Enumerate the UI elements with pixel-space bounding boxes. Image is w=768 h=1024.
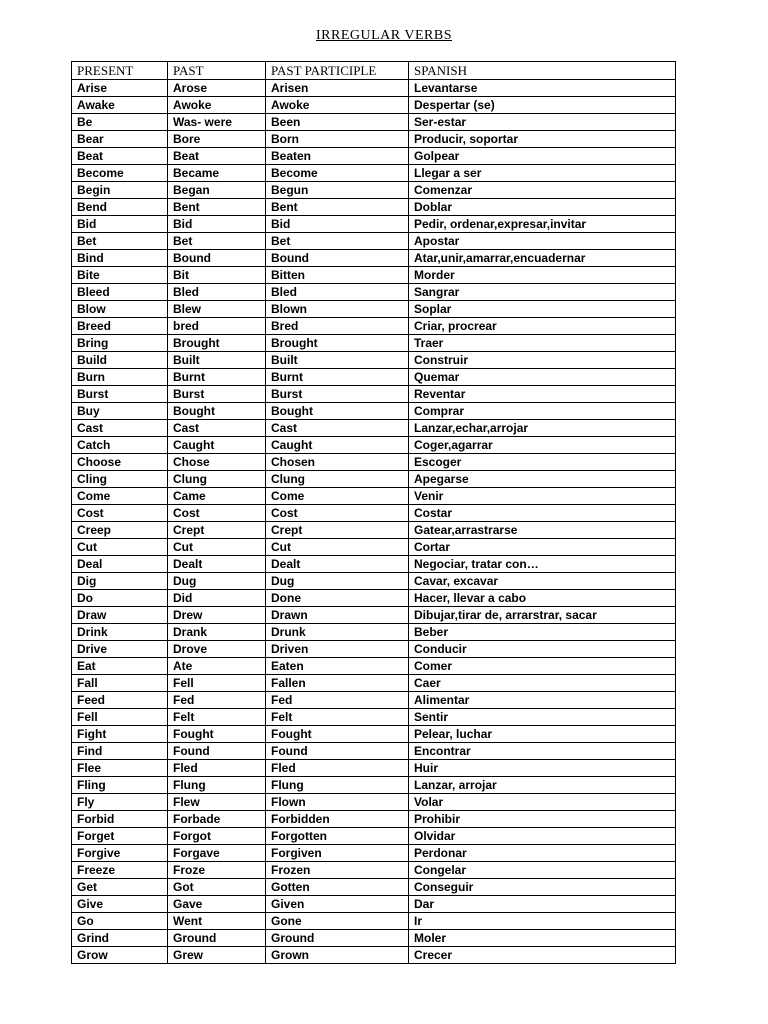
cell-present: Bite — [72, 267, 168, 284]
cell-present: Do — [72, 590, 168, 607]
cell-past-participle: Cut — [266, 539, 409, 556]
cell-past-participle: Bred — [266, 318, 409, 335]
cell-spanish: Sangrar — [409, 284, 676, 301]
cell-present: Bid — [72, 216, 168, 233]
cell-spanish: Cavar, excavar — [409, 573, 676, 590]
cell-present: Draw — [72, 607, 168, 624]
cell-spanish: Ir — [409, 913, 676, 930]
cell-past: Dealt — [168, 556, 266, 573]
cell-present: Bring — [72, 335, 168, 352]
cell-spanish: Ser-estar — [409, 114, 676, 131]
cell-past: Did — [168, 590, 266, 607]
cell-past-participle: Cast — [266, 420, 409, 437]
cell-past: Flew — [168, 794, 266, 811]
cell-past: Beat — [168, 148, 266, 165]
cell-spanish: Comenzar — [409, 182, 676, 199]
cell-past-participle: Fled — [266, 760, 409, 777]
cell-past: Fought — [168, 726, 266, 743]
cell-spanish: Reventar — [409, 386, 676, 403]
irregular-verbs-table — [71, 61, 676, 964]
cell-present: Drink — [72, 624, 168, 641]
cell-spanish: Huir — [409, 760, 676, 777]
cell-present: Eat — [72, 658, 168, 675]
cell-past: Fell — [168, 675, 266, 692]
cell-spanish: Congelar — [409, 862, 676, 879]
table-row — [72, 114, 676, 131]
cell-past: Cost — [168, 505, 266, 522]
table-row — [72, 471, 676, 488]
cell-past-participle: Awoke — [266, 97, 409, 114]
cell-spanish: Beber — [409, 624, 676, 641]
table-row — [72, 743, 676, 760]
cell-past-participle: Caught — [266, 437, 409, 454]
cell-spanish: Lanzar, arrojar — [409, 777, 676, 794]
cell-present: Bleed — [72, 284, 168, 301]
cell-present: Feed — [72, 692, 168, 709]
cell-spanish: Soplar — [409, 301, 676, 318]
table-row — [72, 607, 676, 624]
table-row — [72, 165, 676, 182]
cell-present: Give — [72, 896, 168, 913]
cell-spanish: Criar, procrear — [409, 318, 676, 335]
cell-past-participle: Drawn — [266, 607, 409, 624]
cell-present: Find — [72, 743, 168, 760]
cell-spanish: Pelear, luchar — [409, 726, 676, 743]
table-row — [72, 216, 676, 233]
cell-spanish: Morder — [409, 267, 676, 284]
cell-past: Burst — [168, 386, 266, 403]
cell-spanish: Doblar — [409, 199, 676, 216]
cell-spanish: Hacer, llevar a cabo — [409, 590, 676, 607]
cell-spanish: Apegarse — [409, 471, 676, 488]
table-row — [72, 845, 676, 862]
cell-past-participle: Forgotten — [266, 828, 409, 845]
cell-present: Buy — [72, 403, 168, 420]
table-row — [72, 488, 676, 505]
cell-present: Beat — [72, 148, 168, 165]
cell-past: Bent — [168, 199, 266, 216]
cell-present: Grind — [72, 930, 168, 947]
table-row — [72, 454, 676, 471]
cell-present: Forget — [72, 828, 168, 845]
cell-past-participle: Bitten — [266, 267, 409, 284]
table-body — [72, 80, 676, 964]
cell-spanish: Alimentar — [409, 692, 676, 709]
cell-present: Grow — [72, 947, 168, 964]
cell-past-participle: Dug — [266, 573, 409, 590]
table-row — [72, 386, 676, 403]
cell-present: Begin — [72, 182, 168, 199]
header-past: PAST — [168, 62, 266, 80]
cell-past-participle: Ground — [266, 930, 409, 947]
cell-present: Blow — [72, 301, 168, 318]
cell-past: Bled — [168, 284, 266, 301]
cell-spanish: Dibujar,tirar de, arrarstrar, sacar — [409, 607, 676, 624]
cell-spanish: Comer — [409, 658, 676, 675]
cell-spanish: Levantarse — [409, 80, 676, 97]
cell-present: Burn — [72, 369, 168, 386]
cell-spanish: Caer — [409, 675, 676, 692]
table-row — [72, 403, 676, 420]
cell-past-participle: Born — [266, 131, 409, 148]
cell-past-participle: Bled — [266, 284, 409, 301]
cell-past-participle: Eaten — [266, 658, 409, 675]
table-row — [72, 726, 676, 743]
table-row — [72, 131, 676, 148]
cell-spanish: Producir, soportar — [409, 131, 676, 148]
cell-present: Cost — [72, 505, 168, 522]
table-row — [72, 624, 676, 641]
cell-spanish: Dar — [409, 896, 676, 913]
cell-past-participle: Grown — [266, 947, 409, 964]
cell-past: Forgot — [168, 828, 266, 845]
cell-present: Cut — [72, 539, 168, 556]
table-row — [72, 335, 676, 352]
cell-past: Built — [168, 352, 266, 369]
table-row — [72, 828, 676, 845]
table-row — [72, 250, 676, 267]
cell-past: Cast — [168, 420, 266, 437]
cell-past-participle: Dealt — [266, 556, 409, 573]
cell-past-participle: Crept — [266, 522, 409, 539]
cell-spanish: Coger,agarrar — [409, 437, 676, 454]
cell-past-participle: Gotten — [266, 879, 409, 896]
table-row — [72, 97, 676, 114]
table-row — [72, 811, 676, 828]
cell-present: Build — [72, 352, 168, 369]
cell-spanish: Venir — [409, 488, 676, 505]
cell-present: Awake — [72, 97, 168, 114]
cell-past-participle: Driven — [266, 641, 409, 658]
table-row — [72, 862, 676, 879]
table-row — [72, 301, 676, 318]
cell-past-participle: Blown — [266, 301, 409, 318]
cell-past: Burnt — [168, 369, 266, 386]
cell-past: Cut — [168, 539, 266, 556]
cell-spanish: Quemar — [409, 369, 676, 386]
table-row — [72, 420, 676, 437]
cell-past: Bid — [168, 216, 266, 233]
cell-past-participle: Begun — [266, 182, 409, 199]
cell-past: Clung — [168, 471, 266, 488]
cell-spanish: Escoger — [409, 454, 676, 471]
table-row — [72, 947, 676, 964]
cell-present: Bet — [72, 233, 168, 250]
cell-present: Bend — [72, 199, 168, 216]
table-row — [72, 641, 676, 658]
cell-spanish: Golpear — [409, 148, 676, 165]
cell-past-participle: Arisen — [266, 80, 409, 97]
cell-past: Drove — [168, 641, 266, 658]
table-row — [72, 777, 676, 794]
cell-past-participle: Clung — [266, 471, 409, 488]
table-row — [72, 573, 676, 590]
table-header-row — [72, 62, 676, 80]
cell-spanish: Llegar a ser — [409, 165, 676, 182]
table-row — [72, 318, 676, 335]
cell-spanish: Volar — [409, 794, 676, 811]
cell-present: Fall — [72, 675, 168, 692]
cell-spanish: Construir — [409, 352, 676, 369]
table-row — [72, 590, 676, 607]
cell-past-participle: Given — [266, 896, 409, 913]
cell-past: Flung — [168, 777, 266, 794]
cell-past-participle: Found — [266, 743, 409, 760]
cell-past: Caught — [168, 437, 266, 454]
table-row — [72, 233, 676, 250]
cell-past: Crept — [168, 522, 266, 539]
cell-past-participle: Come — [266, 488, 409, 505]
cell-past: Dug — [168, 573, 266, 590]
cell-spanish: Atar,unir,amarrar,encuadernar — [409, 250, 676, 267]
table-row — [72, 930, 676, 947]
table-row — [72, 148, 676, 165]
cell-past-participle: Felt — [266, 709, 409, 726]
table-row — [72, 505, 676, 522]
cell-past: Brought — [168, 335, 266, 352]
cell-past-participle: Beaten — [266, 148, 409, 165]
cell-past: Gave — [168, 896, 266, 913]
cell-past: Went — [168, 913, 266, 930]
cell-past: Bought — [168, 403, 266, 420]
cell-past: Bit — [168, 267, 266, 284]
cell-past-participle: Bid — [266, 216, 409, 233]
cell-past-participle: Flown — [266, 794, 409, 811]
cell-past-participle: Cost — [266, 505, 409, 522]
cell-past: Blew — [168, 301, 266, 318]
cell-present: Flee — [72, 760, 168, 777]
cell-past-participle: Forgiven — [266, 845, 409, 862]
cell-past-participle: Bought — [266, 403, 409, 420]
cell-present: Choose — [72, 454, 168, 471]
table-row — [72, 760, 676, 777]
cell-present: Forbid — [72, 811, 168, 828]
cell-past-participle: Built — [266, 352, 409, 369]
cell-past-participle: Bet — [266, 233, 409, 250]
cell-past-participle: Fed — [266, 692, 409, 709]
cell-past-participle: Bent — [266, 199, 409, 216]
cell-past-participle: Frozen — [266, 862, 409, 879]
cell-present: Fly — [72, 794, 168, 811]
table-row — [72, 556, 676, 573]
cell-present: Breed — [72, 318, 168, 335]
cell-spanish: Traer — [409, 335, 676, 352]
table-row — [72, 879, 676, 896]
cell-present: Arise — [72, 80, 168, 97]
cell-spanish: Conseguir — [409, 879, 676, 896]
cell-present: Be — [72, 114, 168, 131]
cell-past: Came — [168, 488, 266, 505]
cell-present: Freeze — [72, 862, 168, 879]
cell-present: Cling — [72, 471, 168, 488]
cell-spanish: Pedir, ordenar,expresar,invitar — [409, 216, 676, 233]
cell-spanish: Gatear,arrastrarse — [409, 522, 676, 539]
cell-past: Fed — [168, 692, 266, 709]
cell-spanish: Apostar — [409, 233, 676, 250]
cell-past: Chose — [168, 454, 266, 471]
header-spanish: SPANISH — [409, 62, 676, 80]
cell-past: Forgave — [168, 845, 266, 862]
cell-spanish: Olvidar — [409, 828, 676, 845]
table-row — [72, 692, 676, 709]
cell-past-participle: Burnt — [266, 369, 409, 386]
cell-past: Bet — [168, 233, 266, 250]
table-row — [72, 675, 676, 692]
table-row — [72, 896, 676, 913]
cell-present: Drive — [72, 641, 168, 658]
table-row — [72, 267, 676, 284]
cell-past-participle: Fallen — [266, 675, 409, 692]
table-row — [72, 794, 676, 811]
cell-past: Fled — [168, 760, 266, 777]
cell-past-participle: Become — [266, 165, 409, 182]
cell-past: Ate — [168, 658, 266, 675]
cell-present: Fell — [72, 709, 168, 726]
cell-past: Bore — [168, 131, 266, 148]
table-row — [72, 437, 676, 454]
cell-spanish: Moler — [409, 930, 676, 947]
cell-past: Drank — [168, 624, 266, 641]
cell-spanish: Comprar — [409, 403, 676, 420]
cell-present: Fight — [72, 726, 168, 743]
cell-present: Creep — [72, 522, 168, 539]
page-title: IRREGULAR VERBS — [316, 28, 452, 43]
cell-past-participle: Gone — [266, 913, 409, 930]
cell-past-participle: Done — [266, 590, 409, 607]
cell-present: Deal — [72, 556, 168, 573]
cell-present: Become — [72, 165, 168, 182]
table-row — [72, 352, 676, 369]
cell-present: Catch — [72, 437, 168, 454]
cell-past-participle: Bound — [266, 250, 409, 267]
cell-present: Get — [72, 879, 168, 896]
cell-spanish: Sentir — [409, 709, 676, 726]
cell-past: bred — [168, 318, 266, 335]
cell-present: Bind — [72, 250, 168, 267]
cell-past: Froze — [168, 862, 266, 879]
cell-past: Grew — [168, 947, 266, 964]
cell-spanish: Cortar — [409, 539, 676, 556]
cell-present: Go — [72, 913, 168, 930]
cell-past-participle: Drunk — [266, 624, 409, 641]
cell-present: Dig — [72, 573, 168, 590]
table-row — [72, 80, 676, 97]
header-present: PRESENT — [72, 62, 168, 80]
cell-past: Arose — [168, 80, 266, 97]
cell-past: Was- were — [168, 114, 266, 131]
cell-past-participle: Burst — [266, 386, 409, 403]
cell-spanish: Conducir — [409, 641, 676, 658]
cell-spanish: Costar — [409, 505, 676, 522]
cell-spanish: Despertar (se) — [409, 97, 676, 114]
cell-spanish: Crecer — [409, 947, 676, 964]
cell-present: Cast — [72, 420, 168, 437]
cell-past: Found — [168, 743, 266, 760]
table-row — [72, 199, 676, 216]
cell-past: Got — [168, 879, 266, 896]
cell-spanish: Negociar, tratar con… — [409, 556, 676, 573]
cell-spanish: Prohibir — [409, 811, 676, 828]
cell-present: Fling — [72, 777, 168, 794]
cell-present: Burst — [72, 386, 168, 403]
cell-past: Ground — [168, 930, 266, 947]
cell-past: Became — [168, 165, 266, 182]
cell-past-participle: Chosen — [266, 454, 409, 471]
cell-present: Bear — [72, 131, 168, 148]
header-past-participle: PAST PARTICIPLE — [266, 62, 409, 80]
table-row — [72, 709, 676, 726]
cell-past: Forbade — [168, 811, 266, 828]
table-row — [72, 522, 676, 539]
cell-past-participle: Fought — [266, 726, 409, 743]
table-row — [72, 182, 676, 199]
cell-past: Drew — [168, 607, 266, 624]
cell-past: Felt — [168, 709, 266, 726]
table-row — [72, 913, 676, 930]
cell-past-participle: Been — [266, 114, 409, 131]
cell-present: Forgive — [72, 845, 168, 862]
cell-past-participle: Flung — [266, 777, 409, 794]
table-row — [72, 658, 676, 675]
cell-past-participle: Forbidden — [266, 811, 409, 828]
table-row — [72, 539, 676, 556]
cell-spanish: Encontrar — [409, 743, 676, 760]
cell-past: Bound — [168, 250, 266, 267]
cell-present: Come — [72, 488, 168, 505]
cell-past: Awoke — [168, 97, 266, 114]
cell-past: Began — [168, 182, 266, 199]
table-row — [72, 284, 676, 301]
table-row — [72, 369, 676, 386]
cell-spanish: Perdonar — [409, 845, 676, 862]
cell-past-participle: Brought — [266, 335, 409, 352]
cell-spanish: Lanzar,echar,arrojar — [409, 420, 676, 437]
